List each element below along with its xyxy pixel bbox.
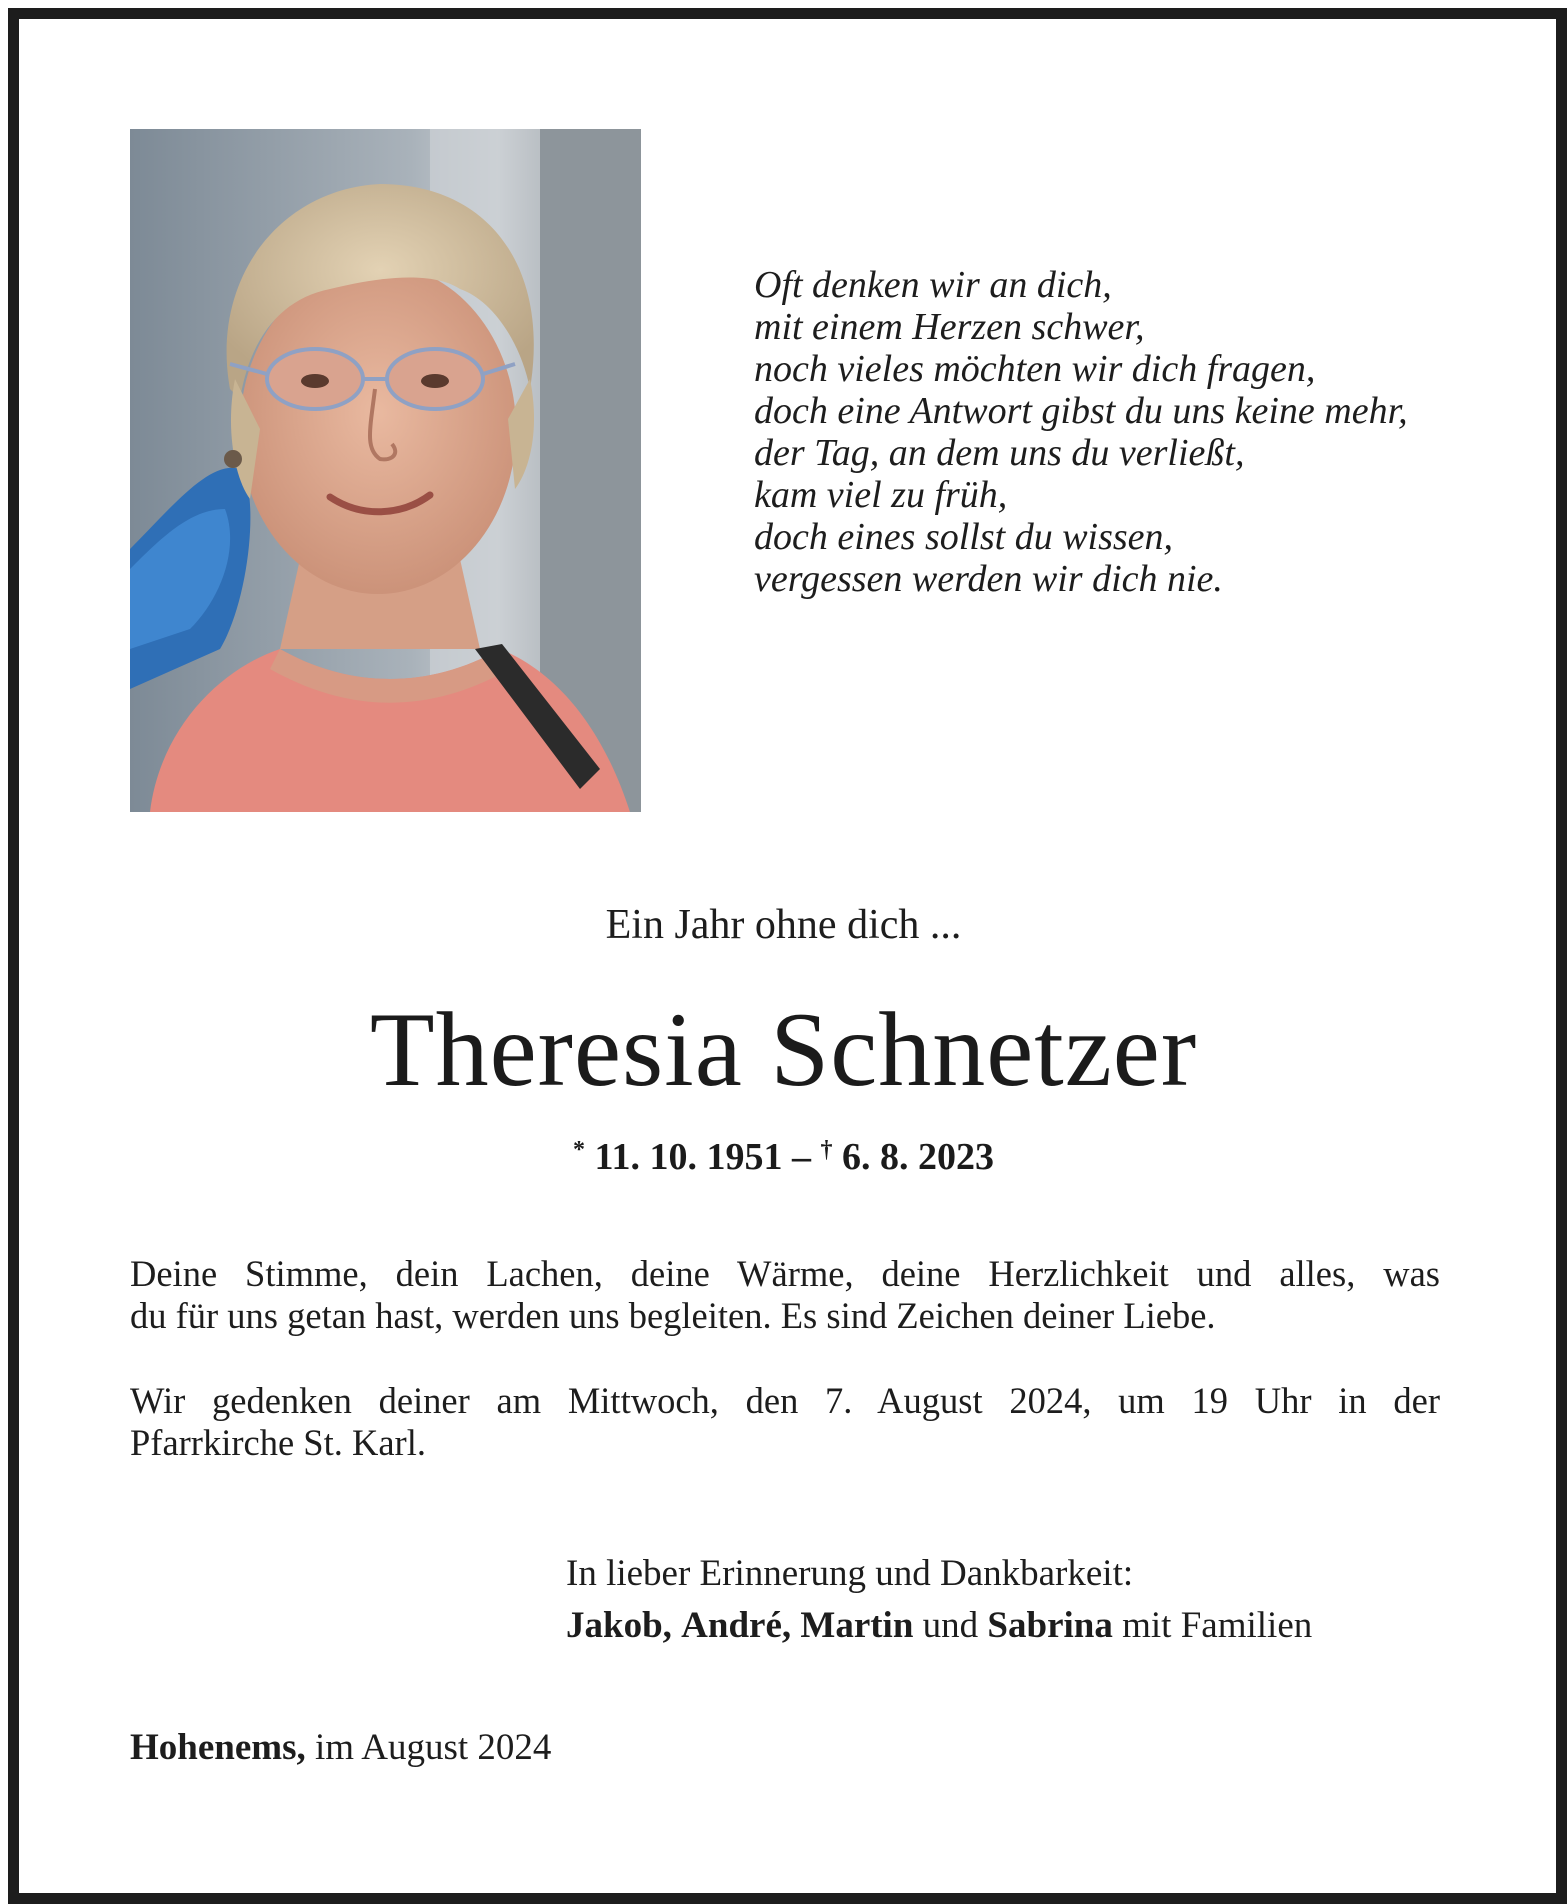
deceased-name: Theresia Schnetzer (369, 991, 1198, 1108)
death-symbol: † (820, 1137, 833, 1163)
family-name: Jakob, (566, 1605, 672, 1646)
place-city: Hohenems, (130, 1727, 306, 1768)
service-paragraph (130, 1380, 1440, 1464)
birth-date: 11. 10. 1951 (594, 1136, 783, 1178)
poem-line: mit einem Herzen schwer, (754, 306, 1145, 348)
paragraph-line: du für uns getan hast, werden uns begleiten. Es sind Zeichen deiner Liebe. (130, 1295, 1216, 1336)
life-dates (0, 1127, 1567, 1180)
place-month: im August 2024 (315, 1727, 552, 1768)
poem-line: kam viel zu früh, (754, 474, 1008, 516)
poem-line: doch eine Antwort gibst du uns keine mehr, (754, 390, 1408, 432)
death-date: 6. 8. 2023 (841, 1136, 994, 1178)
paragraph-line: Deine Stimme, dein Lachen, deine Wärme, deine Herzlichkeit und alles, was (130, 1253, 1440, 1294)
poem-line: noch vieles möchten wir dich fragen, (754, 348, 1316, 390)
tribute-paragraph (130, 1253, 1440, 1337)
place-date (130, 1725, 551, 1771)
family-name: André, (681, 1605, 792, 1646)
family-name: Sabrina (987, 1605, 1113, 1646)
birth-symbol: * (573, 1137, 586, 1163)
poem-line: der Tag, an dem uns du verließt, (754, 432, 1245, 474)
closing-line: In lieber Erinnerung und Dankbarkeit: (566, 1553, 1134, 1594)
family-name: Martin (800, 1605, 914, 1646)
intro-heading: Ein Jahr ohne dich ... (605, 902, 962, 948)
memorial-poem (754, 264, 1454, 600)
poem-line: vergessen werden wir dich nie. (754, 558, 1223, 600)
paragraph-line: Pfarrkirche St. Karl. (130, 1422, 426, 1463)
family-signature (566, 1548, 1446, 1652)
date-separator: – (782, 1136, 821, 1178)
family-names (566, 1600, 1446, 1652)
paragraph-line: Wir gedenken deiner am Mittwoch, den 7. August 2024, um 19 Uhr in der (130, 1380, 1440, 1421)
poem-line: Oft denken wir an dich, (754, 264, 1112, 306)
portrait-illustration (130, 129, 641, 812)
connector: und (922, 1605, 979, 1646)
portrait-photo (130, 129, 641, 812)
family-suffix: mit Familien (1122, 1605, 1313, 1646)
poem-line: doch eines sollst du wissen, (754, 516, 1174, 558)
